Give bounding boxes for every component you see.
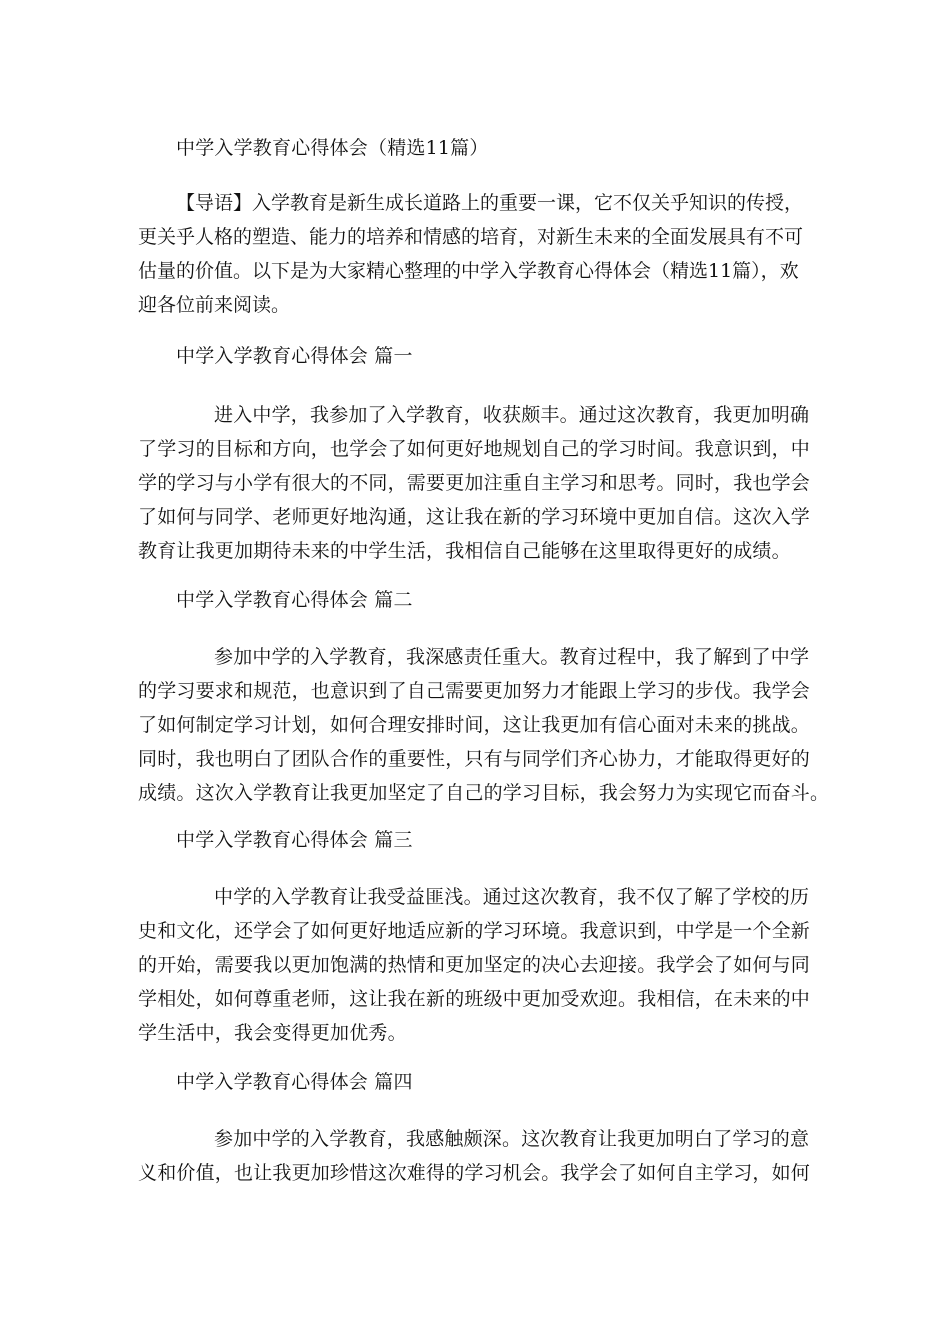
paragraph-line: 的开始，需要我以更加饱满的热情和更加坚定的决心去迎接。我学会了如何与同 xyxy=(138,954,811,976)
paragraph-line: 进入中学，我参加了入学教育，收获颇丰。通过这次教育，我更加明确 xyxy=(214,404,810,426)
paragraph-line: 成绩。这次入学教育让我更加坚定了自己的学习目标，我会努力为实现它而奋斗。 xyxy=(138,782,830,804)
paragraph-line: 了如何制定学习计划，如何合理安排时间，这让我更加有信心面对未来的挑战。 xyxy=(138,714,811,736)
section-heading: 中学入学教育心得体会 篇三 xyxy=(176,829,413,851)
document-title: 中学入学教育心得体会（精选11篇） xyxy=(176,137,489,159)
paragraph-line: 了如何与同学、老师更好地沟通，这让我在新的学习环境中更加自信。这次入学 xyxy=(138,506,811,528)
intro-line: 【导语】入学教育是新生成长道路上的重要一课，它不仅关乎知识的传授， xyxy=(176,192,804,214)
paragraph-line: 史和文化，还学会了如何更好地适应新的学习环境。我意识到，中学是一个全新 xyxy=(138,920,811,942)
intro-line: 迎各位前来阅读。 xyxy=(138,294,291,316)
section-paragraph xyxy=(138,880,820,1050)
section-heading: 中学入学教育心得体会 篇四 xyxy=(176,1071,413,1093)
section-paragraph xyxy=(138,1122,820,1190)
paragraph-line: 学的学习与小学有很大的不同，需要更加注重自主学习和思考。同时，我也学会 xyxy=(138,472,811,494)
paragraph-line: 同时，我也明白了团队合作的重要性，只有与同学们齐心协力，才能取得更好的 xyxy=(138,748,811,770)
section-heading: 中学入学教育心得体会 篇一 xyxy=(176,345,413,367)
section-heading: 中学入学教育心得体会 篇二 xyxy=(176,589,413,611)
paragraph-line: 教育让我更加期待未来的中学生活，我相信自己能够在这里取得更好的成绩。 xyxy=(138,540,791,562)
paragraph-line: 参加中学的入学教育，我深感责任重大。教育过程中，我了解到了中学 xyxy=(214,646,810,668)
paragraph-line: 义和价值，也让我更加珍惜这次难得的学习机会。我学会了如何自主学习，如何 xyxy=(138,1162,811,1184)
section-paragraph xyxy=(138,398,820,568)
paragraph-line: 学生活中，我会变得更加优秀。 xyxy=(138,1022,407,1044)
paragraph-line: 了学习的目标和方向，也学会了如何更好地规划自己的学习时间。我意识到，中 xyxy=(138,438,811,460)
intro-line: 估量的价值。以下是为大家精心整理的中学入学教育心得体会（精选11篇），欢 xyxy=(138,260,799,282)
section-paragraph xyxy=(138,640,830,810)
paragraph-line: 学相处，如何尊重老师，这让我在新的班级中更加受欢迎。我相信，在未来的中 xyxy=(138,988,811,1010)
paragraph-line: 中学的入学教育让我受益匪浅。通过这次教育，我不仅了解了学校的历 xyxy=(214,886,810,908)
paragraph-line: 的学习要求和规范，也意识到了自己需要更加努力才能跟上学习的步伐。我学会 xyxy=(138,680,811,702)
intro-paragraph xyxy=(138,186,820,322)
intro-line: 更关乎人格的塑造、能力的培养和情感的培育，对新生未来的全面发展具有不可 xyxy=(138,226,804,248)
paragraph-line: 参加中学的入学教育，我感触颇深。这次教育让我更加明白了学习的意 xyxy=(214,1128,810,1150)
